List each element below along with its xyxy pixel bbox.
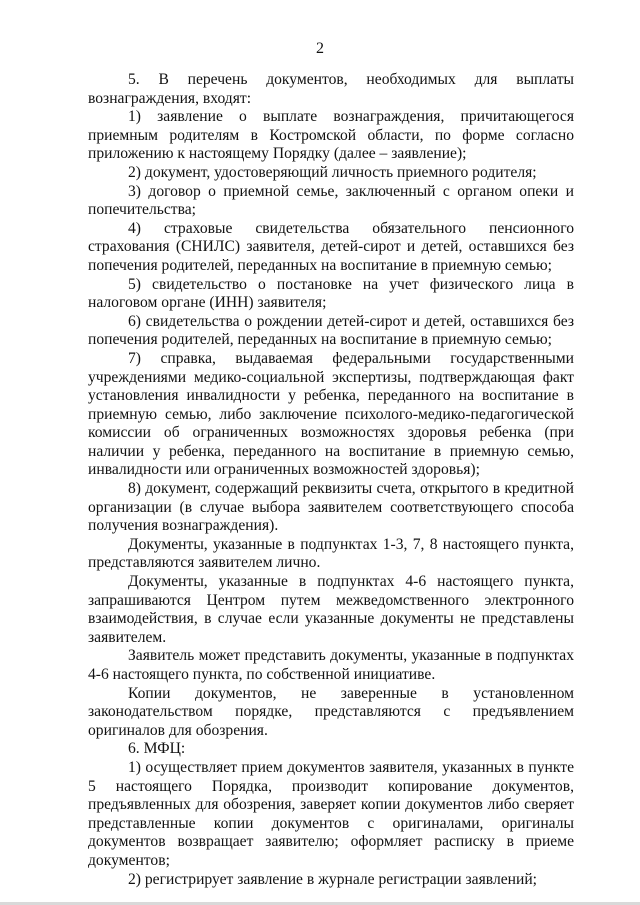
paragraph-requested-by-center: Документы, указанные в подпунктах 4-6 настоящего пункта, запрашиваются Центром путем межведомственного электронного взаимодействия, в случае если указанные документы не представлены заявителем. <box>88 573 574 646</box>
list-item-inn: 5) свидетельство о постановке на учет физического лица в налоговом органе (ИНН) заявителя; <box>88 275 574 312</box>
paragraph-submitted-personally: Документы, указанные в подпунктах 1-3, 7, 8 настоящего пункта, представляются заявителем лично. <box>88 535 574 572</box>
list-item-birth-certificates: 6) свидетельства о рождении детей-сирот и детей, оставшихся без попечения родителей, переданных на воспитание в приемную семью; <box>88 312 574 349</box>
paragraph-copies: Копии документов, не заверенные в установленном законодательством порядке, представляются с предъявлением оригиналов для обозрения. <box>88 684 574 739</box>
list-item-snils: 4) страховые свидетельства обязательного пенсионного страхования (СНИЛС) заявителя, детей-сирот и детей, оставшихся без попечения родителей, переданных на воспитание в приемную семью; <box>88 219 574 274</box>
list-item-disability-certificate: 7) справка, выдаваемая федеральными государственными учреждениями медико-социальной экспертизы, подтверждающая факт установления инвалидности у ребенка, переданного на воспитание в приемную семью, либо заключение психолого-медико-педагогической комиссии об ограниченных возможностях здоровья ребенка (при наличии у ребенка, переданного на воспитание в приемную семью, инвалидности или ограниченных возможностей здоровья); <box>88 349 574 479</box>
page-number: 2 <box>316 40 324 57</box>
list-item-identity-document: 2) документ, удостоверяющий личность приемного родителя; <box>128 163 537 181</box>
list-item-bank-details: 8) документ, содержащий реквизиты счета, открытого в кредитной организации (в случае выбора заявителем соответствующего способа получения вознаграждения). <box>88 480 574 535</box>
document-body <box>88 71 574 889</box>
mfc-item-receive-documents: 1) осуществляет прием документов заявителя, указанных в пункте 5 настоящего Порядка, производит копирование документов, предъявленных для обозрения, заверяет копии документов либо сверяет представленные копии документов с оригиналами, оригиналы документов возвращает заявителю; оформляет расписку в приеме документов; <box>88 758 574 869</box>
paragraph-own-initiative: Заявитель может представить документы, указанные в подпунктах 4-6 настоящего пункта, по собственной инициативе. <box>88 647 574 683</box>
list-item-foster-contract: 3) договор о приемной семье, заключенный с органом опеки и попечительства; <box>88 182 574 219</box>
paragraph-5-header: 5. В перечень документов, необходимых для выплаты вознаграждения, входят: <box>88 71 574 107</box>
paragraph-6-header: 6. МФЦ: <box>128 740 186 758</box>
list-item-application: 1) заявление о выплате вознаграждения, причитающегося приемным родителям в Костромской области, по форме согласно приложению к настоящему Порядку (далее – заявление); <box>88 108 574 163</box>
mfc-item-register-application: 2) регистрирует заявление в журнале регистрации заявлений; <box>128 870 538 888</box>
